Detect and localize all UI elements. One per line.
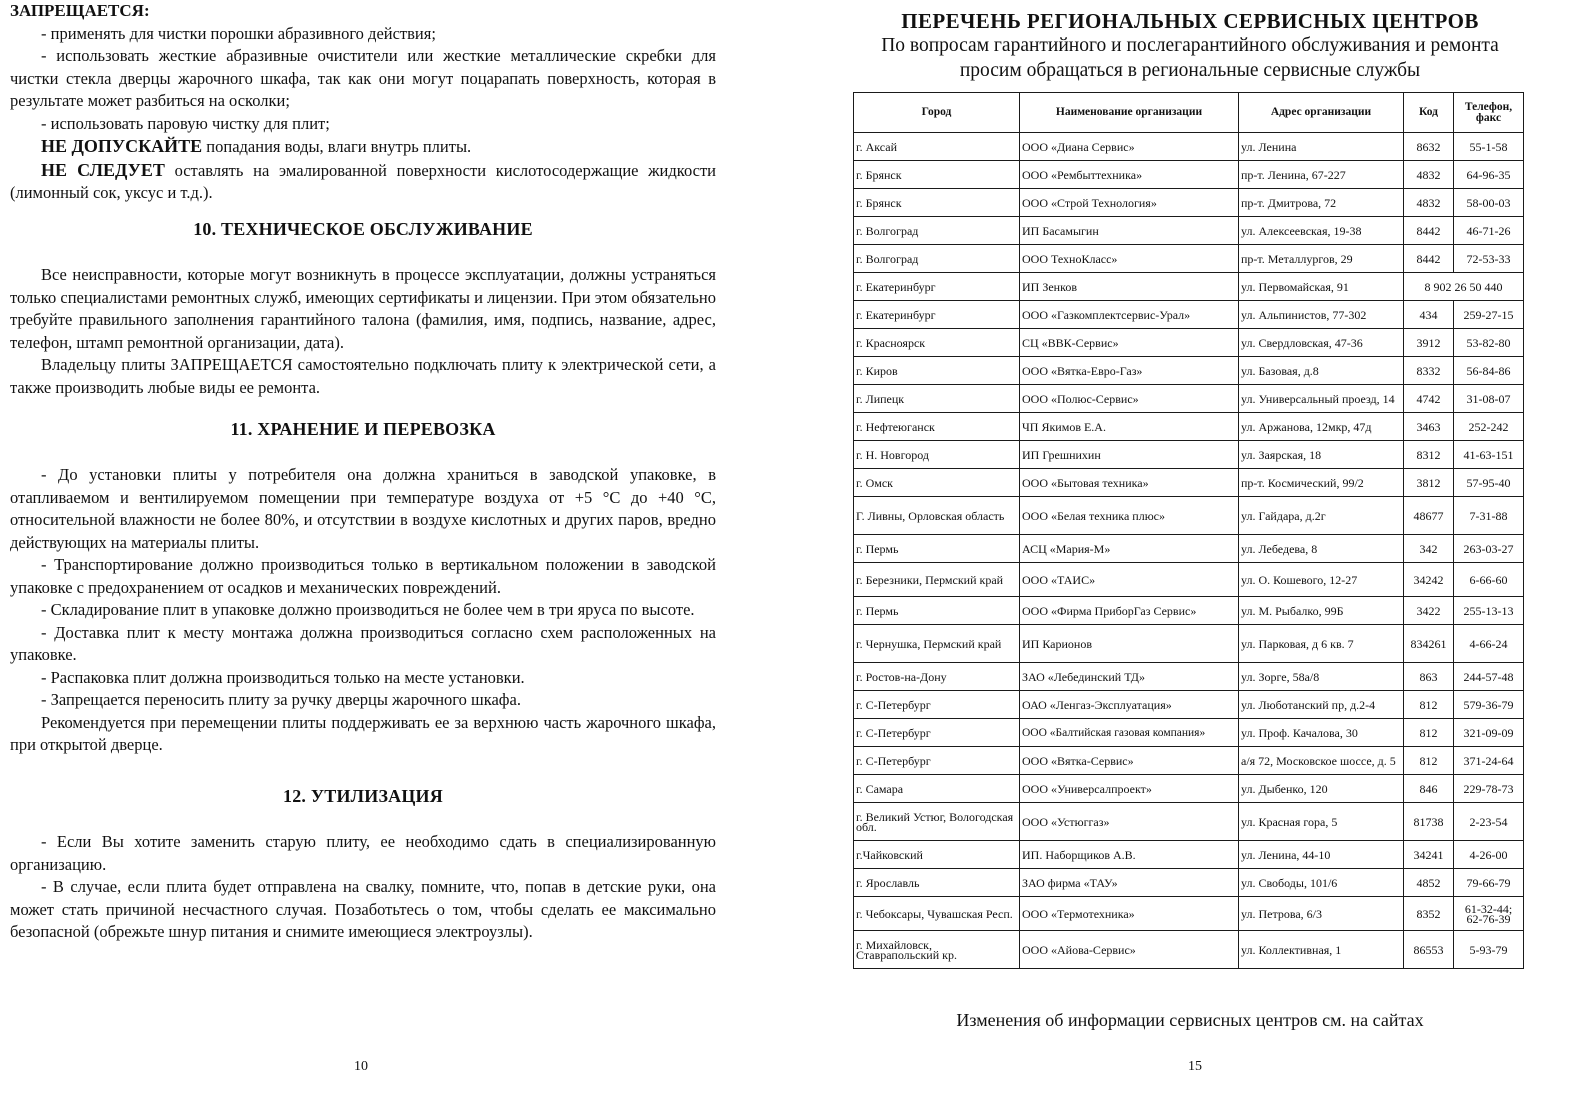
- cell-city: г. С-Петербург: [854, 719, 1020, 747]
- cell-phone: 55-1-58: [1454, 133, 1524, 161]
- cell-org: ООО «Айова-Сервис»: [1020, 931, 1239, 969]
- cell-org: ООО «Устюггаз»: [1020, 803, 1239, 841]
- cell-address: ул. Лебедева, 8: [1239, 535, 1404, 563]
- forbidden-heading: ЗАПРЕЩАЕТСЯ:: [10, 1, 150, 20]
- cell-code: 81738: [1404, 803, 1454, 841]
- cell-code: 8312: [1404, 441, 1454, 469]
- cell-address: пр-т. Ленина, 67-227: [1239, 161, 1404, 189]
- table-row: [854, 357, 1524, 385]
- cell-phone: 321-09-09: [1454, 719, 1524, 747]
- cell-city: г. Киров: [854, 357, 1020, 385]
- cell-phone: 244-57-48: [1454, 663, 1524, 691]
- section11-paragraph: - Запрещается переносить плиту за ручку дверцы жарочного шкафа.: [41, 690, 521, 709]
- water-warning: [10, 135, 716, 159]
- cell-org: ООО «Балтийская газовая компания»: [1020, 719, 1239, 747]
- table-row: [854, 535, 1524, 563]
- header-city: Город: [854, 93, 1020, 133]
- cell-address: ул. Петрова, 6/3: [1239, 897, 1404, 931]
- section11-paragraph: - Распаковка плит должна производиться только на месте установки.: [41, 667, 525, 687]
- cell-city: г. Ярославль: [854, 869, 1020, 897]
- header-phone: Телефон, факс: [1454, 93, 1524, 133]
- cell-phone: 229-78-73: [1454, 775, 1524, 803]
- header-org: Наименование организации: [1020, 93, 1239, 133]
- section12-paragraph: - В случае, если плита будет отправлена на свалку, помните, что, попав в детские руки, она может стать причиной несчастного случая. Позаботьтесь о том, чтобы сделать ее максимально безопасной (обрежьте шнур питания и снимите имеющиеся электроузлы).: [10, 877, 716, 941]
- cell-org: ООО «Вятка-Евро-Газ»: [1020, 357, 1239, 385]
- cell-code: 8442: [1404, 217, 1454, 245]
- cell-phone: 252-242: [1454, 413, 1524, 441]
- section11-paragraph: - Транспортирование должно производиться только в вертикальном положении в заводской упаковке с предохранением от осадков и механических повреждений.: [10, 555, 716, 597]
- table-header-row: [854, 93, 1524, 133]
- table-row: [854, 691, 1524, 719]
- cell-city: г. Екатеринбург: [854, 273, 1020, 301]
- table-row: [854, 413, 1524, 441]
- section12-title: 12. УТИЛИЗАЦИЯ: [283, 786, 443, 806]
- cell-city: г. Березники, Пермский край: [854, 563, 1020, 597]
- cell-phone: 5-93-79: [1454, 931, 1524, 969]
- cell-org: СЦ «ВВК-Сервис»: [1020, 329, 1239, 357]
- cell-city: г. Аксай: [854, 133, 1020, 161]
- cell-code: 8442: [1404, 245, 1454, 273]
- section11-paragraph: - До установки плиты у потребителя она должна храниться в заводской упаковке, в отапливаемом и вентилируемом помещении при температуре воздуха от +5 °С до +40 °С, относительной влажности не более 80%, и отсутствии в воздухе кислотных и других паров, вредно действующих на материалы плиты.: [10, 465, 716, 552]
- table-row: [854, 803, 1524, 841]
- cell-address: ул. М. Рыбалко, 99Б: [1239, 597, 1404, 625]
- cell-city: г. Екатеринбург: [854, 301, 1020, 329]
- cell-code: 34242: [1404, 563, 1454, 597]
- cell-address: ул. Парковая, д 6 кв. 7: [1239, 625, 1404, 663]
- cell-phone: 579-36-79: [1454, 691, 1524, 719]
- table-row: [854, 747, 1524, 775]
- cell-org: ИП. Наборщиков А.В.: [1020, 841, 1239, 869]
- cell-address: ул. Свободы, 101/6: [1239, 869, 1404, 897]
- cell-code: 434: [1404, 301, 1454, 329]
- cell-phone: 41-63-151: [1454, 441, 1524, 469]
- cell-city: г. С-Петербург: [854, 691, 1020, 719]
- cell-org: ООО «Универсалпроект»: [1020, 775, 1239, 803]
- acid-text: оставлять на эмалированной поверхности кислотосодержащие жидкости (лимонный сок, уксус и т.д.).: [10, 160, 716, 202]
- cell-city: г. Красноярск: [854, 329, 1020, 357]
- subtitle-line2: просим обращаться в региональные сервисные службы: [959, 60, 1421, 81]
- subtitle-line1: По вопросам гарантийного и послегарантийного обслуживания и ремонта: [881, 35, 1499, 56]
- cell-city: г. Брянск: [854, 161, 1020, 189]
- table-row: [854, 245, 1524, 273]
- section10-title: 10. ТЕХНИЧЕСКОЕ ОБСЛУЖИВАНИЕ: [193, 219, 533, 239]
- page-number-right: 15: [1188, 1059, 1202, 1074]
- cell-phone: 4-26-00: [1454, 841, 1524, 869]
- cell-org: ООО «Фирма ПриборГаз Сервис»: [1020, 597, 1239, 625]
- page-title: ПЕРЕЧЕНЬ РЕГИОНАЛЬНЫХ СЕРВИСНЫХ ЦЕНТРОВ: [901, 9, 1479, 33]
- cell-city: г. Великий Устюг, Вологодская обл.: [854, 803, 1020, 841]
- table-row: [854, 563, 1524, 597]
- table-row: [854, 897, 1524, 931]
- cell-city: г. Чебоксары, Чувашская Респ.: [854, 897, 1020, 931]
- cell-address: ул. Гайдара, д.2г: [1239, 497, 1404, 535]
- forbidden-item: - использовать жесткие абразивные очистители или жесткие металлические скребки для чистки стекла дверцы жарочного шкафа, так как они могут поцарапать поверхность, которая в результате может разбиться на осколки;: [10, 46, 716, 110]
- cell-code: 86553: [1404, 931, 1454, 969]
- cell-address: пр-т. Дмитрова, 72: [1239, 189, 1404, 217]
- cell-code: 863: [1404, 663, 1454, 691]
- forbidden-item: - применять для чистки порошки абразивного действия;: [41, 23, 436, 43]
- header-code: Код: [1404, 93, 1454, 133]
- cell-city: г. Н. Новгород: [854, 441, 1020, 469]
- cell-address: ул. Алексеевская, 19-38: [1239, 217, 1404, 245]
- table-row: [854, 189, 1524, 217]
- cell-address: ул. Дыбенко, 120: [1239, 775, 1404, 803]
- section11-title: 11. ХРАНЕНИЕ И ПЕРЕВОЗКА: [230, 419, 496, 439]
- table-row: [854, 301, 1524, 329]
- cell-city: г. Волгоград: [854, 217, 1020, 245]
- cell-org: ООО «Бытовая техника»: [1020, 469, 1239, 497]
- cell-code: 812: [1404, 691, 1454, 719]
- table-row: [854, 329, 1524, 357]
- section11-paragraph: Рекомендуется при перемещении плиты поддерживать ее за верхнюю часть жарочного шкафа, при открытой дверце.: [10, 712, 716, 754]
- cell-phone: 371-24-64: [1454, 747, 1524, 775]
- cell-city: г. Ростов-на-Дону: [854, 663, 1020, 691]
- cell-phone: 72-53-33: [1454, 245, 1524, 273]
- cell-city: г. Самара: [854, 775, 1020, 803]
- cell-address: а/я 72, Московское шоссе, д. 5: [1239, 747, 1404, 775]
- section10-paragraph: Владельцу плиты ЗАПРЕЩАЕТСЯ самостоятельно подключать плиту к электрической сети, а также производить любые виды ее ремонта.: [10, 355, 716, 397]
- cell-address: пр-т. Металлургов, 29: [1239, 245, 1404, 273]
- right-page: [820, 0, 1560, 1105]
- cell-org: ЧП Якимов Е.А.: [1020, 413, 1239, 441]
- cell-code: 48677: [1404, 497, 1454, 535]
- cell-org: ИП Грешнихин: [1020, 441, 1239, 469]
- table-row: [854, 931, 1524, 969]
- section10-body: [10, 264, 716, 399]
- cell-org: ООО «ТАИС»: [1020, 563, 1239, 597]
- water-lead: НЕ ДОПУСКАЙТЕ: [41, 136, 203, 156]
- table-row: [854, 497, 1524, 535]
- table-row: [854, 441, 1524, 469]
- cell-phone: 46-71-26: [1454, 217, 1524, 245]
- cell-address: ул. Коллективная, 1: [1239, 931, 1404, 969]
- cell-org: ИП Басамыгин: [1020, 217, 1239, 245]
- table-row: [854, 161, 1524, 189]
- cell-address: ул. Первомайская, 91: [1239, 273, 1404, 301]
- cell-code: 4742: [1404, 385, 1454, 413]
- section11-body: [10, 464, 716, 757]
- cell-org: ООО «Рембыттехника»: [1020, 161, 1239, 189]
- cell-city: Г. Ливны, Орловская область: [854, 497, 1020, 535]
- cell-address: ул. Аржанова, 12мкр, 47д: [1239, 413, 1404, 441]
- cell-org: ОАО «Ленгаз-Эксплуатация»: [1020, 691, 1239, 719]
- cell-phone: 31-08-07: [1454, 385, 1524, 413]
- page-number-left: 10: [354, 1059, 368, 1074]
- cell-address: ул. Универсальный проезд, 14: [1239, 385, 1404, 413]
- cell-code: 8352: [1404, 897, 1454, 931]
- cell-city: г. Омск: [854, 469, 1020, 497]
- table-row: [854, 273, 1524, 301]
- cell-org: ЗАО фирма «ТАУ»: [1020, 869, 1239, 897]
- cell-org: ООО «Диана Сервис»: [1020, 133, 1239, 161]
- cell-address: ул. Люботанский пр, д.2-4: [1239, 691, 1404, 719]
- acid-warning: [10, 159, 716, 205]
- cell-phone: 263-03-27: [1454, 535, 1524, 563]
- cell-address: пр-т. Космический, 99/2: [1239, 469, 1404, 497]
- cell-phone: 2-23-54: [1454, 803, 1524, 841]
- footer-note: Изменения об информации сервисных центров см. на сайтах: [956, 1010, 1424, 1030]
- table-row: [854, 133, 1524, 161]
- cell-org: ООО «Белая техника плюс»: [1020, 497, 1239, 535]
- cell-merged-phone: 8 902 26 50 440: [1404, 273, 1524, 301]
- section11-paragraph: - Складирование плит в упаковке должно производиться не более чем в три яруса по высоте.: [41, 600, 695, 619]
- cell-org: ООО «Термотехника»: [1020, 897, 1239, 931]
- table-row: [854, 385, 1524, 413]
- cell-address: ул. Альпинистов, 77-302: [1239, 301, 1404, 329]
- water-text: попадания воды, влаги внутрь плиты.: [202, 137, 472, 156]
- cell-address: ул. Проф. Качалова, 30: [1239, 719, 1404, 747]
- cell-code: 34241: [1404, 841, 1454, 869]
- section11-paragraph: - Доставка плит к месту монтажа должна производиться согласно схем расположенных на упаковке.: [10, 622, 716, 664]
- cell-code: 4832: [1404, 189, 1454, 217]
- left-page: [10, 0, 716, 1105]
- table-row: [854, 217, 1524, 245]
- cell-code: 8632: [1404, 133, 1454, 161]
- cell-org: АСЦ «Мария-М»: [1020, 535, 1239, 563]
- table-row: [854, 597, 1524, 625]
- cell-org: ООО ТехноКласс»: [1020, 245, 1239, 273]
- cell-city: г.Чайковский: [854, 841, 1020, 869]
- cell-code: 846: [1404, 775, 1454, 803]
- cell-code: 3422: [1404, 597, 1454, 625]
- cell-phone: 56-84-86: [1454, 357, 1524, 385]
- cell-address: ул. Ленина, 44-10: [1239, 841, 1404, 869]
- cell-phone: 6-66-60: [1454, 563, 1524, 597]
- forbidden-item: - использовать паровую чистку для плит;: [41, 113, 330, 133]
- cell-city: г. Пермь: [854, 597, 1020, 625]
- cell-city: г. Пермь: [854, 535, 1020, 563]
- cell-code: 8332: [1404, 357, 1454, 385]
- cell-code: 812: [1404, 747, 1454, 775]
- cell-code: 812: [1404, 719, 1454, 747]
- cell-phone: 58-00-03: [1454, 189, 1524, 217]
- cell-address: ул. Зорге, 58а/8: [1239, 663, 1404, 691]
- cell-address: ул. Заярская, 18: [1239, 441, 1404, 469]
- cell-phone: 64-96-35: [1454, 161, 1524, 189]
- cell-city: г. Брянск: [854, 189, 1020, 217]
- table-body: [854, 133, 1524, 969]
- cell-phone: 53-82-80: [1454, 329, 1524, 357]
- service-centers-table: [853, 92, 1524, 969]
- cell-org: ИП Карионов: [1020, 625, 1239, 663]
- header-address: Адрес организации: [1239, 93, 1404, 133]
- table-row: [854, 469, 1524, 497]
- cell-city: г. Волгоград: [854, 245, 1020, 273]
- section10-paragraph: Все неисправности, которые могут возникнуть в процессе эксплуатации, должны устраняться только специалистами ремонтных служб, имеющих сертификаты и лицензии. При этом обязательно требуйте правильного заполнения гарантийного талона (фамилия, имя, подпись, название, адрес, телефон, штамп ремонтной организации, дата).: [10, 265, 716, 352]
- cell-address: ул. О. Кошевого, 12-27: [1239, 563, 1404, 597]
- cell-code: 4832: [1404, 161, 1454, 189]
- cell-city: г. Чернушка, Пермский край: [854, 625, 1020, 663]
- cell-city: г. Нефтеюганск: [854, 413, 1020, 441]
- cell-address: ул. Свердловская, 47-36: [1239, 329, 1404, 357]
- cell-address: ул. Базовая, д.8: [1239, 357, 1404, 385]
- table-row: [854, 663, 1524, 691]
- section12-paragraph: - Если Вы хотите заменить старую плиту, ее необходимо сдать в специализированную организацию.: [10, 832, 716, 874]
- table-row: [854, 841, 1524, 869]
- cell-code: 3463: [1404, 413, 1454, 441]
- cell-org: ООО «Строй Технология»: [1020, 189, 1239, 217]
- cell-org: ИП Зенков: [1020, 273, 1239, 301]
- table-row: [854, 869, 1524, 897]
- cell-org: ООО «Газкомплектсервис-Урал»: [1020, 301, 1239, 329]
- table-row: [854, 625, 1524, 663]
- cell-phone: 4-66-24: [1454, 625, 1524, 663]
- cell-phone: 7-31-88: [1454, 497, 1524, 535]
- table-row: [854, 719, 1524, 747]
- cell-code: 3912: [1404, 329, 1454, 357]
- cell-phone: 61-32-44; 62-76-39: [1454, 897, 1524, 931]
- cell-phone: 57-95-40: [1454, 469, 1524, 497]
- cell-phone: 259-27-15: [1454, 301, 1524, 329]
- table-row: [854, 775, 1524, 803]
- cell-org: ООО «Вятка-Сервис»: [1020, 747, 1239, 775]
- cell-city: г. Михайловск, Ставрапольский кр.: [854, 931, 1020, 969]
- cell-phone: 79-66-79: [1454, 869, 1524, 897]
- cell-city: г. Липецк: [854, 385, 1020, 413]
- cell-code: 342: [1404, 535, 1454, 563]
- section12-body: [10, 831, 716, 944]
- cell-address: ул. Ленина: [1239, 133, 1404, 161]
- cell-org: ЗАО «Лебединский ТД»: [1020, 663, 1239, 691]
- cell-code: 3812: [1404, 469, 1454, 497]
- cell-code: 834261: [1404, 625, 1454, 663]
- cell-phone: 255-13-13: [1454, 597, 1524, 625]
- forbidden-block: [10, 0, 716, 205]
- cell-city: г. С-Петербург: [854, 747, 1020, 775]
- cell-address: ул. Красная гора, 5: [1239, 803, 1404, 841]
- cell-org: ООО «Полюс-Сервис»: [1020, 385, 1239, 413]
- acid-lead: НЕ СЛЕДУЕТ: [41, 159, 165, 180]
- cell-code: 4852: [1404, 869, 1454, 897]
